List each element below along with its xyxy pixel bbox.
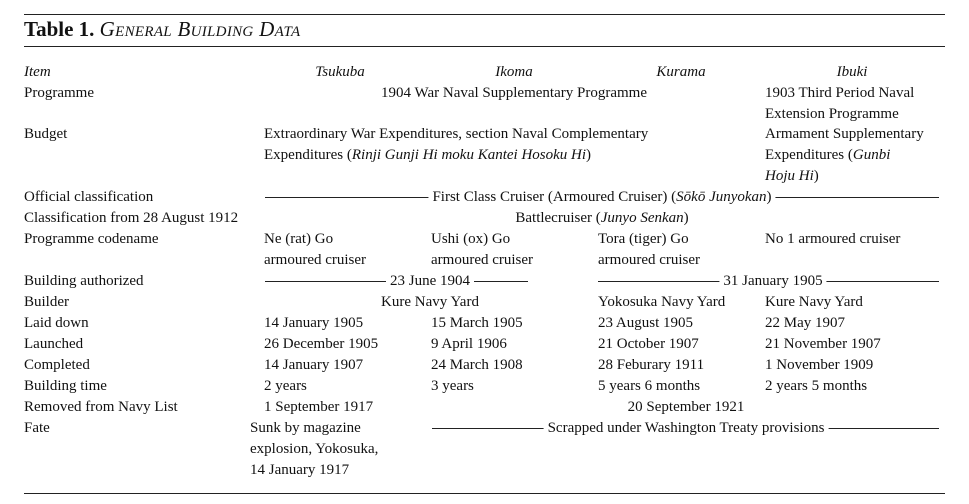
builder-kurama: Yokosuka Navy Yard (598, 294, 726, 310)
label-building-authorized: Building authorized (24, 273, 144, 289)
table-caption: General Building Data (99, 17, 301, 41)
building-time-ikoma: 3 years (431, 378, 474, 394)
budget-ibuki-1: Armament Supplementary (765, 126, 924, 142)
table-title (24, 14, 300, 44)
completed-ikoma: 24 March 1908 (431, 357, 523, 373)
label-classification-1912: Classification from 28 August 1912 (24, 210, 239, 226)
label-budget: Budget (24, 126, 68, 142)
fate-others-value: Scrapped under Washington Treaty provisions (544, 418, 829, 439)
label-builder: Builder (24, 294, 69, 310)
label-completed: Completed (24, 357, 90, 373)
fate-tsukuba-1: Sunk by magazine (250, 420, 361, 436)
label-building-time: Building time (24, 378, 107, 394)
budget-shared-2: Expenditures (Rinji Gunji Hi moku Kantei Hosoku Hi) (264, 147, 592, 163)
fate-tsukuba-3: 14 January 1917 (250, 462, 350, 478)
classification-1912-value: Battlecruiser (Junyo Senkan) (515, 210, 689, 226)
builder-first: Kure Navy Yard (381, 294, 479, 310)
launched-kurama: 21 October 1907 (598, 336, 699, 352)
header-ibuki: Ibuki (836, 64, 868, 80)
label-official-classification: Official classification (24, 189, 154, 205)
programme-ibuki-1: 1903 Third Period Naval (765, 85, 915, 101)
codename-ikoma-1: Ushi (ox) Go (431, 231, 511, 247)
building-time-tsukuba: 2 years (264, 378, 307, 394)
codename-ikoma-2: armoured cruiser (431, 252, 534, 268)
header-item: Item (24, 64, 51, 80)
building-time-ibuki: 2 years 5 months (765, 378, 868, 394)
label-removed: Removed from Navy List (24, 399, 178, 415)
laid-down-ikoma: 15 March 1905 (431, 315, 523, 331)
laid-down-kurama: 23 August 1905 (598, 315, 694, 331)
codename-kurama-2: armoured cruiser (598, 252, 701, 268)
programme-shared: 1904 War Naval Supplementary Programme (381, 85, 647, 101)
label-programme-codename: Programme codename (24, 231, 159, 247)
label-fate: Fate (24, 420, 50, 436)
removed-tsukuba: 1 September 1917 (264, 399, 374, 415)
label-programme: Programme (24, 85, 94, 101)
label-launched: Launched (24, 336, 84, 352)
launched-ibuki: 21 November 1907 (765, 336, 881, 352)
budget-ibuki-3: Hoju Hi) (765, 168, 819, 184)
codename-tsukuba-2: armoured cruiser (264, 252, 367, 268)
header-tsukuba: Tsukuba (315, 64, 365, 80)
launched-ikoma: 9 April 1906 (431, 336, 507, 352)
codename-kurama-1: Tora (tiger) Go (598, 231, 689, 247)
completed-tsukuba: 14 January 1907 (264, 357, 364, 373)
official-classification-value: First Class Cruiser (Armoured Cruiser) (Sōkō Junyokan) (428, 187, 775, 208)
laid-down-ibuki: 22 May 1907 (765, 315, 845, 331)
laid-down-tsukuba: 14 January 1905 (264, 315, 364, 331)
programme-ibuki-2: Extension Programme (765, 106, 899, 122)
budget-ibuki-2: Expenditures (Gunbi (765, 147, 891, 163)
title-rule (24, 46, 945, 47)
bottom-rule (24, 493, 945, 494)
completed-kurama: 28 Feburary 1911 (598, 357, 705, 373)
header-kurama: Kurama (656, 64, 706, 80)
header-ikoma: Ikoma (495, 64, 533, 80)
removed-others: 20 September 1921 (627, 399, 745, 415)
budget-shared-1: Extraordinary War Expenditures, section Naval Complementary (264, 126, 649, 142)
authorized-first-value: 23 June 1904 (386, 271, 474, 292)
codename-ibuki: No 1 armoured cruiser (765, 231, 901, 247)
launched-tsukuba: 26 December 1905 (264, 336, 379, 352)
building-time-kurama: 5 years 6 months (598, 378, 701, 394)
label-laid-down: Laid down (24, 315, 89, 331)
table-number: Table 1. (24, 17, 95, 41)
builder-ibuki: Kure Navy Yard (765, 294, 863, 310)
authorized-second-value: 31 January 1905 (719, 271, 826, 292)
completed-ibuki: 1 November 1909 (765, 357, 874, 373)
fate-tsukuba-2: explosion, Yokosuka, (250, 441, 379, 457)
codename-tsukuba-1: Ne (rat) Go (264, 231, 334, 247)
